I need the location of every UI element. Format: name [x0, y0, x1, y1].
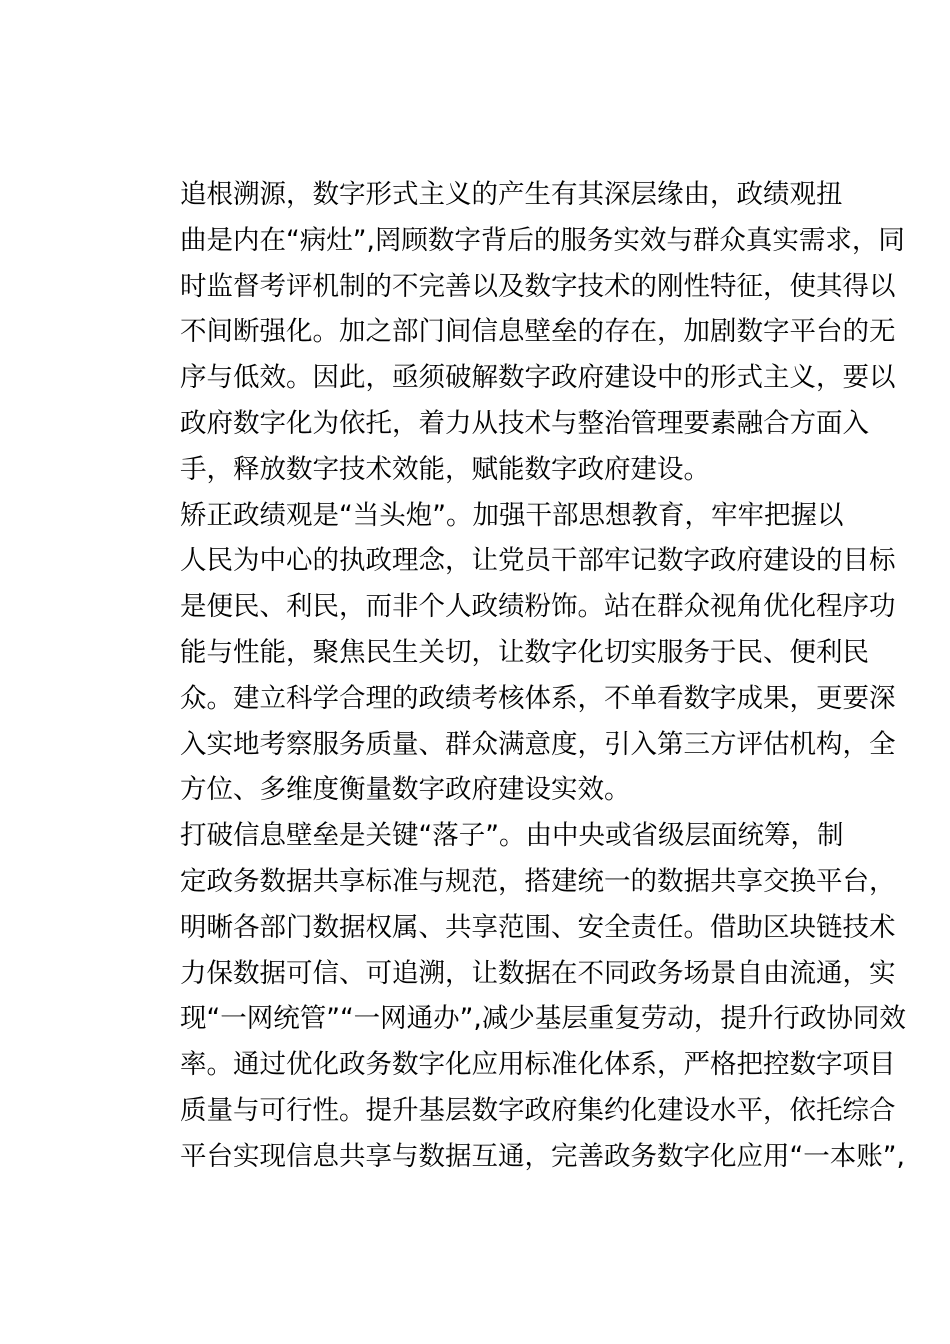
- paragraph-line: 平台实现信息共享与数据互通，完善政务数字化应用“一本账”,: [180, 1140, 905, 1172]
- paragraph-line: 现“一网统管”“一网通办”,减少基层重复劳动，提升行政协同效: [180, 1003, 906, 1035]
- paragraph-line: 时监督考评机制的不完善以及数字技术的刚性特征，使其得以: [180, 270, 896, 302]
- paragraph-line: 能与性能，聚焦民生关切，让数字化切实服务于民、便利民: [180, 636, 869, 668]
- paragraph-line: 不间断强化。加之部门间信息壁垒的存在，加剧数字平台的无: [180, 316, 896, 348]
- paragraph-line: 定政务数据共享标准与规范，搭建统一的数据共享交换平台，: [180, 865, 896, 897]
- paragraph-line: 矫正政绩观是“当头炮”。加强干部思想教育，牢牢把握以: [180, 499, 844, 531]
- paragraph-line: 曲是内在“病灶”,罔顾数字背后的服务实效与群众真实需求，同: [180, 224, 905, 256]
- paragraph-line: 打破信息壁垒是关键“落子”。由中央或省级层面统筹，制: [180, 820, 844, 852]
- paragraph-line: 明晰各部门数据权属、共享范围、安全责任。借助区块链技术: [180, 911, 896, 943]
- document-body: [127, 172, 906, 1180]
- paragraph-line: 政府数字化为依托，着力从技术与整治管理要素融合方面入: [180, 407, 869, 439]
- paragraph-line: 方位、多维度衡量数字政府建设实效。: [180, 774, 631, 806]
- paragraph-line: 入实地考察服务质量、群众满意度，引入第三方评估机构，全: [180, 728, 896, 760]
- paragraph-line: 人民为中心的执政理念，让党员干部牢记数字政府建设的目标: [180, 545, 896, 577]
- paragraph-line: 质量与可行性。提升基层数字政府集约化建设水平，依托综合: [180, 1094, 896, 1126]
- paragraph-line: 力保数据可信、可追溯，让数据在不同政务场景自由流通，实: [180, 957, 896, 989]
- paragraph-2: [127, 493, 896, 814]
- paragraph-1: [127, 172, 905, 493]
- paragraph-line: 众。建立科学合理的政绩考核体系，不单看数字成果，更要深: [180, 682, 896, 714]
- paragraph-line: 率。通过优化政务数字化应用标准化体系，严格把控数字项目: [180, 1049, 896, 1081]
- paragraph-line: 手，释放数字技术效能，赋能数字政府建设。: [180, 453, 710, 485]
- paragraph-line: 序与低效。因此，亟须破解数字政府建设中的形式主义，要以: [180, 362, 896, 394]
- paragraph-line: 是便民、利民，而非个人政绩粉饰。站在群众视角优化程序功: [180, 591, 896, 623]
- paragraph-3: [127, 813, 906, 1179]
- paragraph-line: 追根溯源，数字形式主义的产生有其深层缘由，政绩观扭: [180, 179, 843, 210]
